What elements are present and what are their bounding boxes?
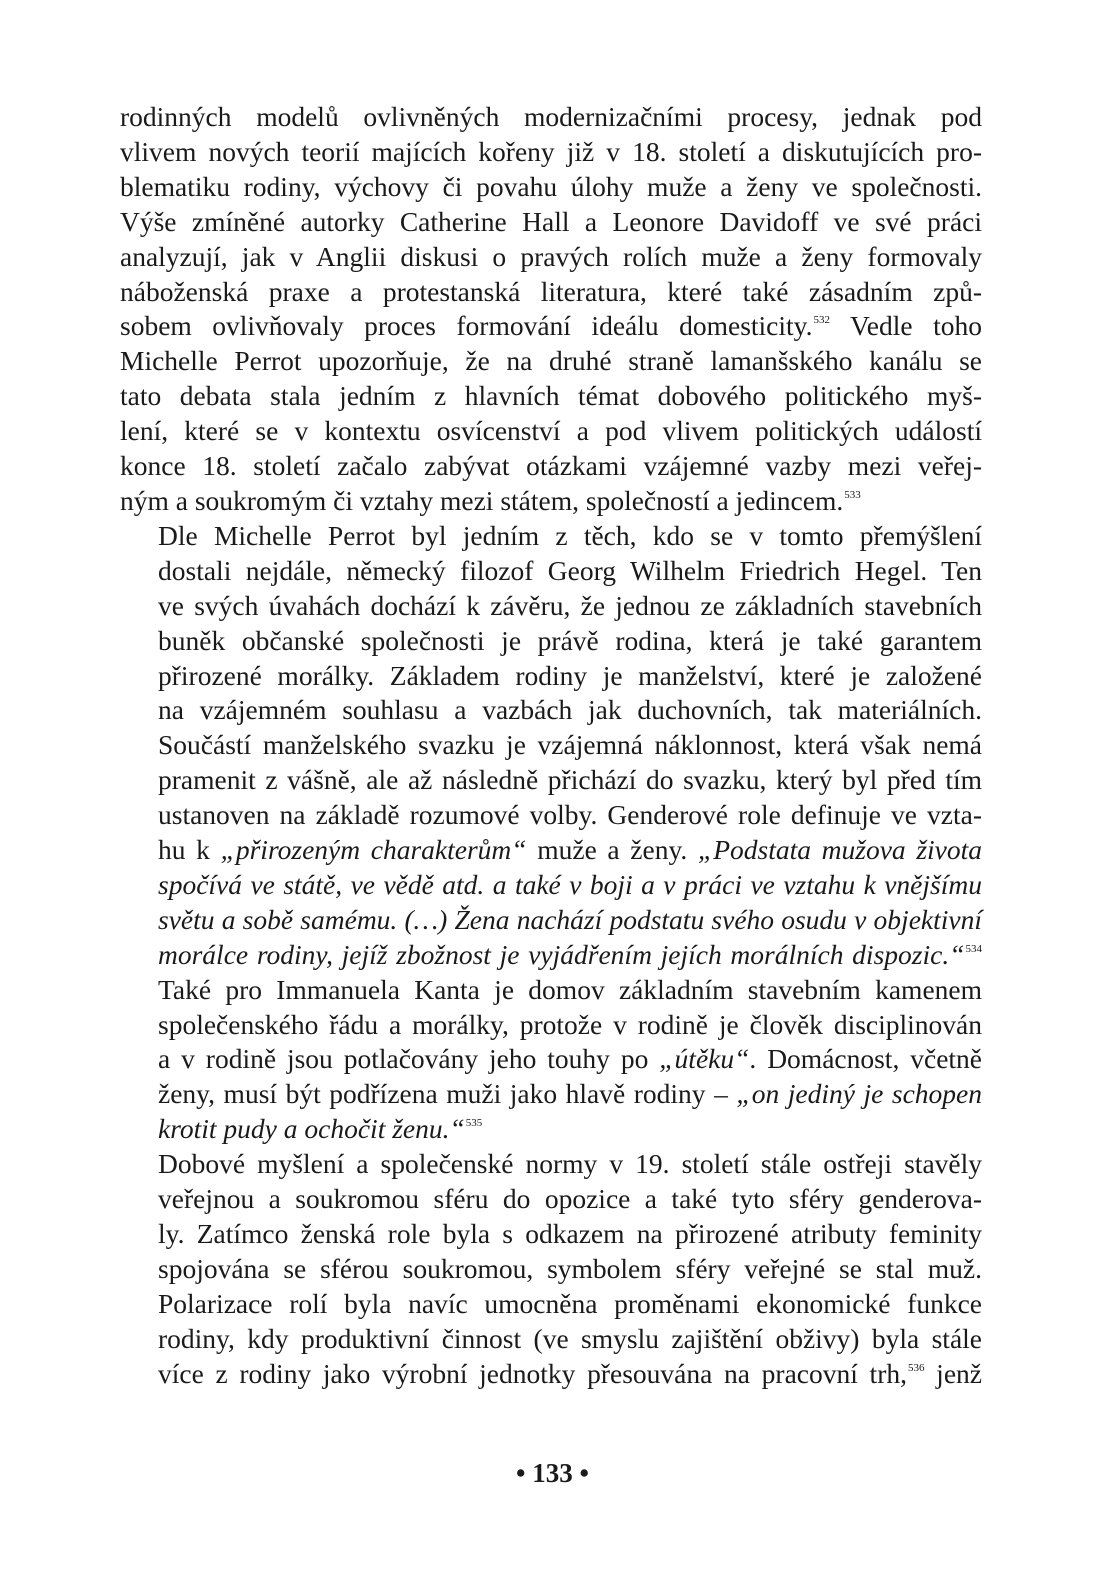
text-run: sobem ovlivňovaly proces formování ideálu domesticity. (120, 310, 813, 342)
text-run: veřejnou a soukromou sféru do opozice a také tyto sféry genderova- (158, 1183, 982, 1215)
text-run: Součástí manželského svazku je vzájemná náklonnost, která však nemá (158, 729, 982, 761)
paragraph (120, 519, 982, 1147)
text-run: hu k (158, 834, 221, 866)
text-run: Michelle Perrot upozorňuje, že na druhé straně lamanšského kanálu se (120, 345, 982, 377)
text-run: přirozené morálky. Základem rodiny je manželství, které je založené (158, 659, 982, 691)
text-line (120, 449, 982, 484)
italic-quote: „Podstata mužova života (697, 834, 983, 866)
footnote-ref: 534 (965, 942, 982, 955)
text-line (120, 868, 982, 903)
text-line (120, 903, 982, 938)
text-line (120, 309, 982, 344)
text-run: rodinných modelů ovlivněných modernizačními procesy, jednak pod (120, 101, 982, 132)
text-run: tato debata stala jedním z hlavních témat dobového politického myš- (120, 380, 982, 412)
text-line (120, 1008, 982, 1043)
text-line (120, 1217, 982, 1252)
text-run: více z rodiny jako výrobní jednotky přesouvána na pracovní trh, (158, 1357, 907, 1389)
text-run: . Domácnost, včetně (749, 1043, 982, 1075)
text-run: na vzájemném souhlasu a vazbách jak duchovních, tak materiálních. (158, 694, 982, 726)
italic-quote: krotit pudy a ochočit ženu.“ (158, 1113, 465, 1145)
text-line (120, 1077, 982, 1112)
paragraph (120, 100, 982, 519)
text-run: lení, které se v kontextu osvícenství a pod vlivem politických událostí (120, 415, 982, 447)
text-line (120, 1252, 982, 1287)
text-run: dostali nejdále, německý filozof Georg Wilhelm Friedrich Hegel. Ten (158, 554, 982, 586)
text-line (120, 624, 982, 659)
footnote-ref: 536 (907, 1361, 925, 1374)
text-run: ve svých úvahách dochází k závěru, že jednou ze základních stavebních (158, 589, 982, 621)
text-line (120, 798, 982, 833)
text-line (120, 379, 982, 414)
italic-quote: „útěku“ (659, 1043, 750, 1075)
text-line (120, 344, 982, 379)
text-line (120, 414, 982, 449)
paragraph (120, 1147, 982, 1391)
text-run: buněk občanské společnosti je právě rodina, která je také garantem (158, 624, 982, 656)
text-run: náboženská praxe a protestanská literatura, které také zásadním způ- (120, 275, 982, 307)
text-line (120, 659, 982, 694)
text-run: Polarizace rolí byla navíc umocněna proměnami ekonomické funkce (158, 1287, 982, 1319)
text-run: ženy, musí být podřízena muži jako hlavě rodiny – (158, 1078, 737, 1110)
text-line (120, 938, 982, 973)
footnote-ref: 533 (844, 488, 861, 501)
italic-quote: spočívá ve státě, ve vědě atd. a také v boji a v práci ve vztahu k vnějšímu (158, 868, 982, 900)
text-run: vlivem nových teorií majících kořeny již v 18. století a diskutujících pro- (120, 135, 982, 167)
text-line (120, 693, 982, 728)
text-run: spojována se sférou soukromou, symbolem sféry veřejné se stal muž. (158, 1252, 982, 1284)
text-line (120, 519, 982, 554)
text-run: Vedle toho (830, 310, 982, 342)
text-run: pramenit z vášně, ale až následně přichází do svazku, který byl před tím (158, 764, 982, 796)
text-line (120, 1147, 982, 1182)
text-run: konce 18. století začalo zabývat otázkami vzájemné vazby mezi veřej- (120, 450, 982, 482)
text-line (120, 833, 982, 868)
footnote-ref: 532 (813, 314, 831, 327)
text-line (120, 240, 982, 275)
text-run: společenského řádu a morálky, protože v rodině je člověk disciplinován (158, 1008, 982, 1040)
text-line (120, 1322, 982, 1357)
text-line (120, 1287, 982, 1322)
text-line (120, 1357, 982, 1392)
text-run: a v rodině jsou potlačovány jeho touhy po (158, 1043, 660, 1075)
text-line (120, 205, 982, 240)
text-run: ustanoven na základě rozumové volby. Genderové role definuje ve vzta- (158, 799, 982, 831)
text-line (120, 170, 982, 205)
text-run: muže a ženy. (526, 834, 698, 866)
text-line (120, 973, 982, 1008)
italic-quote: morálce rodiny, jejíž zbožnost je vyjádřením jejích morálních dispozic.“ (158, 938, 965, 970)
text-run: rodiny, kdy produktivní činnost (ve smyslu zajištění obživy) byla stále (158, 1322, 982, 1354)
text-run: analyzují, jak v Anglii diskusi o pravých rolích muže a ženy formovaly (120, 240, 982, 272)
text-line (120, 135, 982, 170)
text-line (120, 1112, 982, 1147)
text-line (120, 275, 982, 310)
text-run: jenž (924, 1357, 982, 1389)
text-run: blematiku rodiny, výchovy či povahu úlohy muže a ženy ve společnosti. (120, 170, 982, 202)
italic-quote: „on jediný je schopen (736, 1078, 982, 1110)
text-line (120, 763, 982, 798)
text-line (120, 728, 982, 763)
text-run: Dobové myšlení a společenské normy v 19. století stále ostřeji stavěly (158, 1148, 982, 1180)
text-line (120, 1042, 982, 1077)
text-line (120, 100, 982, 135)
italic-quote: „přirozeným charakterům“ (220, 834, 527, 866)
text-line (120, 589, 982, 624)
page-number: • 133 • (516, 1458, 589, 1488)
body-text (120, 100, 982, 1392)
text-run: ly. Zatímco ženská role byla s odkazem na přirozené atributy feminity (158, 1218, 982, 1249)
text-line (120, 554, 982, 589)
text-run: ným a soukromým či vztahy mezi státem, společností a jedincem. (120, 484, 844, 516)
text-line (120, 484, 982, 519)
footnote-ref: 535 (465, 1117, 483, 1130)
text-run: Také pro Immanuela Kanta je domov základním stavebním kamenem (158, 973, 982, 1005)
italic-quote: světu a sobě samému. (…) Žena nachází podstatu svého osudu v objektivní (158, 903, 982, 935)
text-run: Dle Michelle Perrot byl jedním z těch, kdo se v tomto přemýšlení (158, 519, 982, 551)
text-run: Výše zmíněné autorky Catherine Hall a Leonore Davidoff ve své práci (120, 205, 982, 237)
text-line (120, 1182, 982, 1217)
